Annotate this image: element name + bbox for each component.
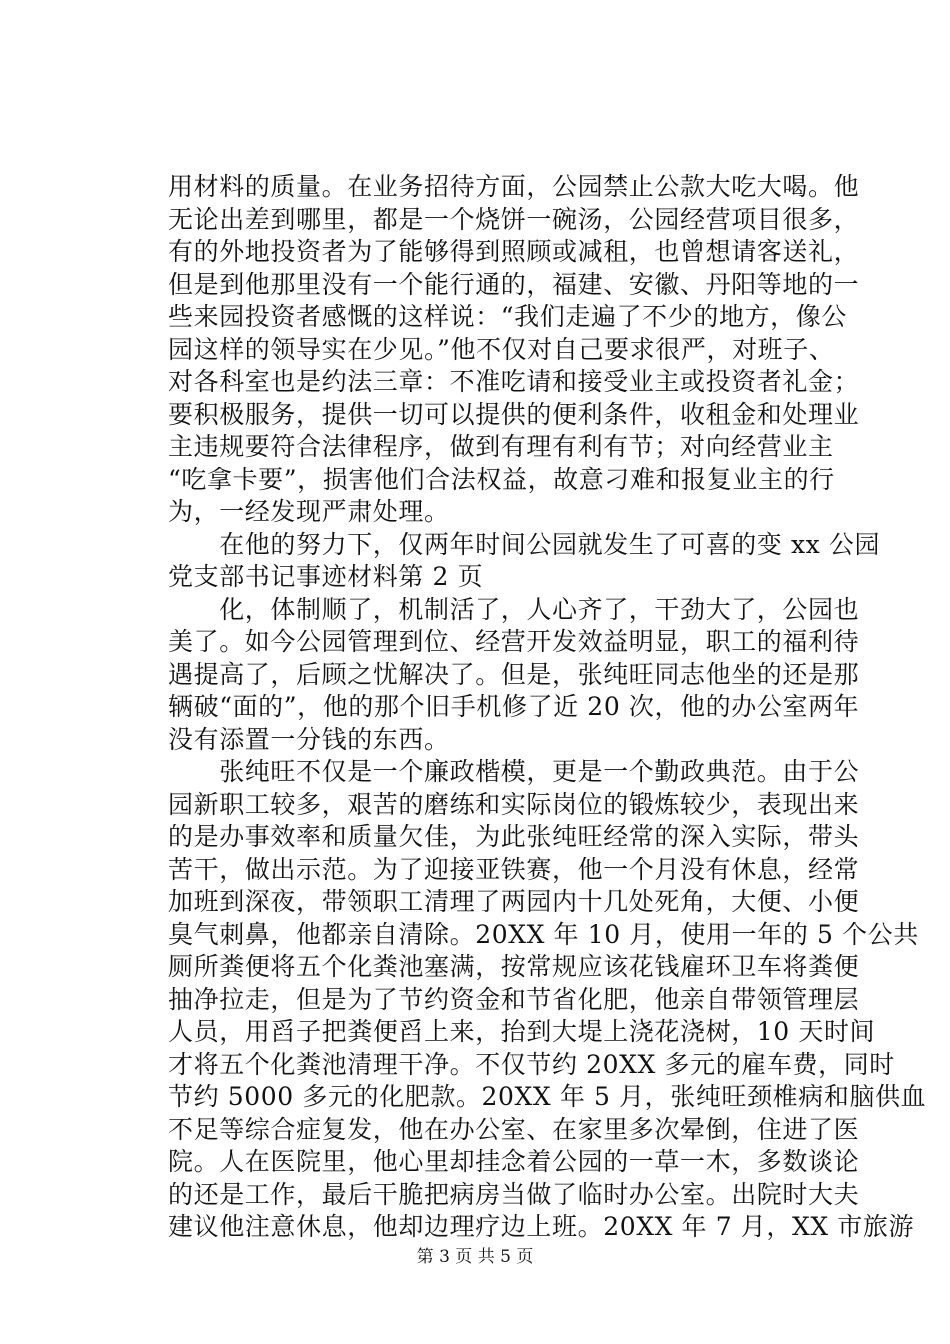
text-line: 的是办事效率和质量欠佳，为此张纯旺经常的深入实际，带头 (168, 822, 860, 851)
text-line: 院。人在医院里，他心里却挂念着公园的一草一木，多数谈论 (168, 1147, 860, 1176)
text-line: 无论出差到哪里，都是一个烧饼一碗汤，公园经营项目很多， (168, 204, 860, 234)
text-line: 党支部书记事迹材料第 2 页 (168, 562, 484, 591)
text-line: 用材料的质量。在业务招待方面，公园禁止公款大吃大喝。他 (168, 172, 860, 201)
text-line: 没有添置一分钱的东西。 (168, 724, 450, 754)
text-line: 抽净拉走，但是为了节约资金和节省化肥，他亲自带领管理层 (168, 984, 860, 1014)
text-line: 的还是工作，最后干脆把病房当做了临时办公室。出院时大夫 (168, 1179, 860, 1209)
text-line: 些来园投资者感慨的这样说：“我们走遍了不少的地方，像公 (168, 302, 847, 331)
page-number: 第 3 页 共 5 页 (416, 1247, 534, 1267)
text-line: 有的外地投资者为了能够得到照顾或减租，也曾想请客送礼， (168, 237, 860, 266)
text-line: 但是到他那里没有一个能行通的，福建、安徽、丹阳等地的一 (168, 269, 860, 299)
text-line: 厕所粪便将五个化粪池塞满，按常规应该花钱雇环卫车将粪便 (168, 952, 860, 981)
text-line: 加班到深夜，带领职工清理了两园内十几处死角，大便、小便 (168, 887, 860, 916)
text-line: 化，体制顺了，机制活了，人心齐了，干劲大了，公园也 (168, 594, 860, 624)
text-line: 张纯旺不仅是一个廉政楷模，更是一个勤政典范。由于公 (168, 757, 860, 786)
text-line: 不足等综合症复发，他在办公室、在家里多次晕倒，住进了医 (168, 1114, 860, 1144)
text-line: 园新职工较多，艰苦的磨练和实际岗位的锻炼较少，表现出来 (168, 789, 860, 819)
text-line: 辆破“面的”，他的那个旧手机修了近 20 次，他的办公室两年 (168, 692, 860, 721)
text-line: 主违规要符合法律程序，做到有理有利有节；对向经营业主 (168, 432, 834, 461)
text-line: 遇提高了，后顾之忧解决了。但是，张纯旺同志他坐的还是那 (168, 659, 860, 689)
text-line: 臭气刺鼻，他都亲自清除。20XX 年 10 月，使用一年的 5 个公共 (168, 919, 919, 949)
text-line: 在他的努力下，仅两年时间公园就发生了可喜的变 xx 公园 (168, 529, 881, 559)
text-line: 美了。如今公园管理到位、经营开发效益明显，职工的福利待 (168, 627, 860, 656)
text-line: 对各科室也是约法三章：不准吃请和接受业主或投资者礼金； (168, 367, 860, 396)
text-line: 要积极服务，提供一切可以提供的便利条件，收租金和处理业 (168, 399, 860, 429)
text-line: 建议他注意休息，他却边理疗边上班。20XX 年 7 月，XX 市旅游 (168, 1212, 915, 1241)
text-line: 园这样的领导实在少见。”他不仅对自己要求很严，对班子、 (168, 334, 835, 364)
body-text (168, 171, 927, 1244)
page-footer (0, 1245, 950, 1269)
text-line: “吃拿卡要”，损害他们合法权益，故意刁难和报复业主的行 (168, 464, 835, 494)
text-line: 节约 5000 多元的化肥款。20XX 年 5 月，张纯旺颈椎病和脑供血 (168, 1082, 927, 1111)
text-line: 人员，用舀子把粪便舀上来，抬到大堤上浇花浇树，10 天时间 (168, 1017, 876, 1046)
text-line: 为，一经发现严肃处理。 (168, 497, 450, 526)
text-line: 苦干，做出示范。为了迎接亚铁赛，他一个月没有休息，经常 (168, 854, 860, 884)
text-line: 才将五个化粪池清理干净。不仅节约 20XX 多元的雇车费，同时 (168, 1049, 895, 1079)
